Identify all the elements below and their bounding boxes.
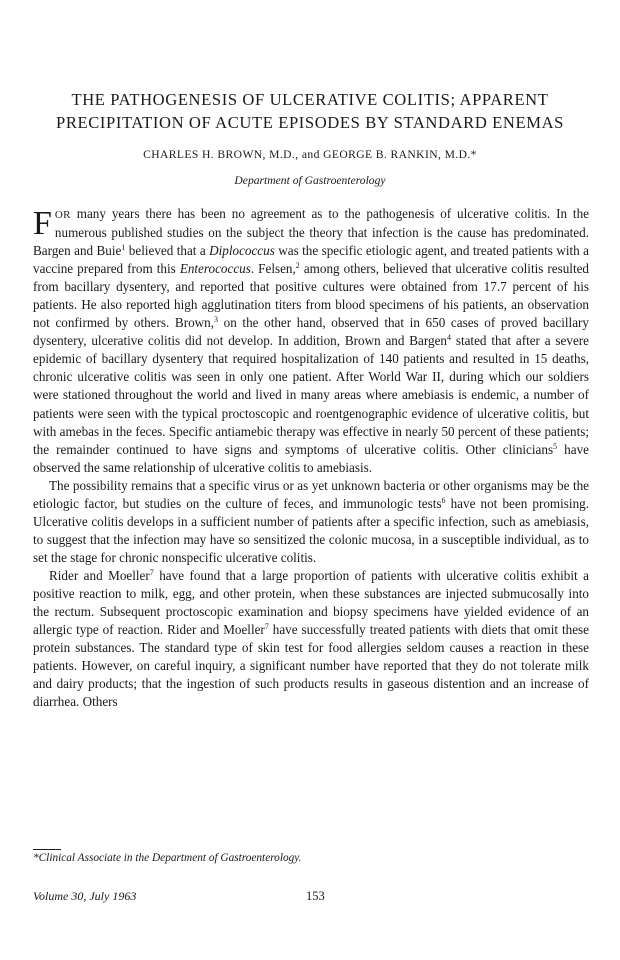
italic-term: Enterococcus xyxy=(179,261,251,277)
department-line: Department of Gastroenterology xyxy=(234,174,386,187)
footnote-rule xyxy=(33,849,61,850)
author-line: CHARLES H. BROWN, M.D., and GEORGE B. RANKIN, M.D.* xyxy=(143,148,477,161)
reference-marker: 4 xyxy=(447,333,451,343)
reference-marker: 3 xyxy=(213,315,218,325)
reference-marker: 7 xyxy=(149,567,154,577)
italic-term: Diplococcus xyxy=(209,243,275,259)
reference-marker: 5 xyxy=(553,441,558,451)
reference-marker: 6 xyxy=(441,495,446,505)
title-line-1: THE PATHOGENESIS OF ULCERATIVE COLITIS; APPARENT xyxy=(71,90,549,109)
paragraph-1: FOR many years there has been no agreement as to the pathogenesis of ulcerative colitis. In the numerous published studies on the subject the theory that infection is the cause has predominated. Bargen and Buie$^1$ believed that a Diplococcus was the specific etiologic agent, and treated patients with a vaccine prepared from this Enterococcus. Felsen,$^2$ among others, believed that ulcerative colitis resulted from bacillary dysentery, and reported that positive cultures were obtained from 17.7 percent of his patients. He also reported high agglutination titers from blood specimens of his patients, an observation not confirmed by others. Brown,$^3$ on the other hand, observed that in 650 cases of proved bacillary dysentery, ulcerative colitis did not develop. In addition, Brown and Bargen$^4$ stated that after a severe epidemic of bacillary dysentery that required hospitalization of 140 patients and resulted in 15 deaths, chronic ulcerative colitis was seen in only one patient. After World War II, during which our soldiers were stationed throughout the world and lived in many areas where amebiasis is endemic, a number of patients were seen with the typical proctoscopic and roentgenographic evidence of ulcerative colitis, but with amebas in the feces. Specific antiamebic therapy was effective in nearly 50 percent of these patients; the remainder continued to have signs and symptoms of ulcerative colitis. Other clinicians$^5$ have observed the same relationship of ulcerative colitis to amebiasis. xyxy=(33,205,590,475)
article-body xyxy=(33,205,589,711)
article-title xyxy=(20,88,600,134)
reference-marker: 1 xyxy=(121,243,126,253)
reference-marker: 2 xyxy=(295,261,300,271)
reference-marker: 7 xyxy=(264,622,269,632)
paragraph-2: The possibility remains that a specific virus or as yet unknown bacteria or other organisms may be the etiologic factor, but studies on the culture of feces, and immunologic tests$^6$ have not been promising. Ulcerative colitis develops in a sufficient number of patients after a specific infection, such as amebiasis, to suggest that the infection may have so sensitized the colonic mucosa, in a susceptible individual, as to set the stage for chronic nonspecific ulcerative colitis. xyxy=(33,477,589,565)
page-number: 153 xyxy=(306,889,325,903)
drop-cap: F xyxy=(33,205,52,242)
volume-date: Volume 30, July 1963 xyxy=(33,889,137,903)
opening-small-caps: OR xyxy=(54,209,71,221)
title-line-2: PRECIPITATION OF ACUTE EPISODES BY STANDARD ENEMAS xyxy=(56,113,564,132)
paragraph-3: Rider and Moeller$^7$ have found that a large proportion of patients with ulcerative colitis exhibit a positive reaction to milk, egg, and other protein, when these substances are injected submucosally into the rectum. Subsequent proctoscopic examination and biopsy specimens have yielded evidence of an allergic type of reaction. Rider and Moeller$^7$ have successfully treated patients with diets that omit these protein substances. The standard type of skin test for food allergies seldom causes a reaction in these patients. However, on careful inquiry, a significant number have reported that they do not tolerate milk and dairy products; that the ingestion of such products results in gaseous distention and an increase of diarrhea. Others xyxy=(33,567,589,710)
footnote: *Clinical Associate in the Department of Gastroenterology. xyxy=(33,852,302,864)
